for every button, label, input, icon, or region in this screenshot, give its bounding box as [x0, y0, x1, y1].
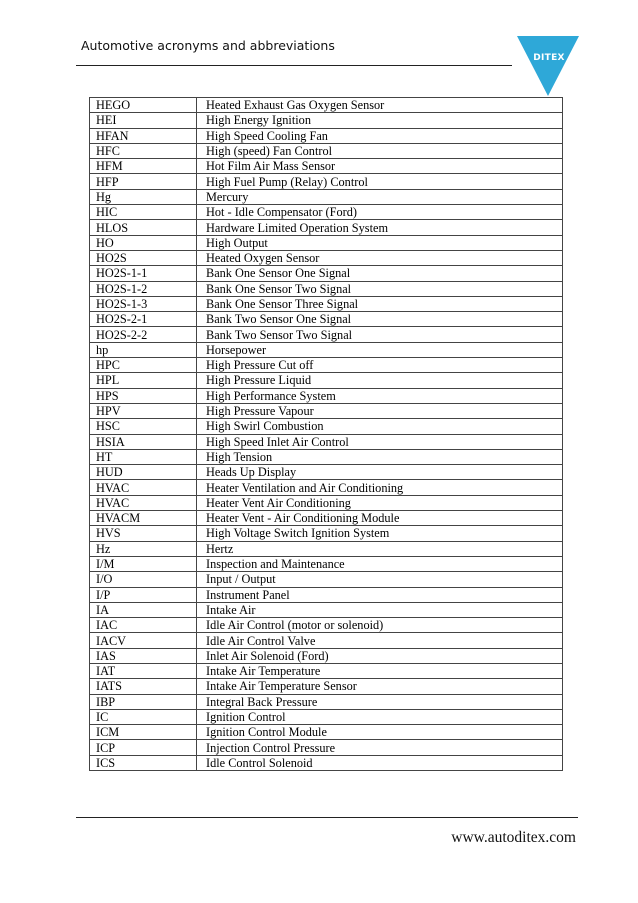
description-cell: Idle Air Control Valve — [197, 633, 563, 648]
table-row — [90, 281, 563, 296]
description-cell: Inlet Air Solenoid (Ford) — [197, 648, 563, 663]
description-cell: Hot - Idle Compensator (Ford) — [197, 205, 563, 220]
description-cell: Heater Ventilation and Air Conditioning — [197, 480, 563, 495]
acronym-cell: HO2S-1-3 — [90, 296, 197, 311]
acronym-cell: HVS — [90, 526, 197, 541]
table-row — [90, 128, 563, 143]
acronym-cell: Hz — [90, 541, 197, 556]
table-row — [90, 679, 563, 694]
description-cell: Intake Air Temperature — [197, 663, 563, 678]
table-row — [90, 174, 563, 189]
acronym-cell: HO2S-2-2 — [90, 327, 197, 342]
table-row — [90, 205, 563, 220]
description-cell: Hardware Limited Operation System — [197, 220, 563, 235]
acronym-cell: HEI — [90, 113, 197, 128]
table-row — [90, 587, 563, 602]
description-cell: High Energy Ignition — [197, 113, 563, 128]
table-row — [90, 541, 563, 556]
acronym-cell: HVACM — [90, 511, 197, 526]
table-row — [90, 388, 563, 403]
acronym-cell: hp — [90, 342, 197, 357]
acronym-cell: HSC — [90, 419, 197, 434]
description-cell: High Pressure Vapour — [197, 403, 563, 418]
acronym-cell: HVAC — [90, 480, 197, 495]
description-cell: High Tension — [197, 449, 563, 464]
acronym-cell: I/P — [90, 587, 197, 602]
acronym-cell: HEGO — [90, 98, 197, 113]
table-row — [90, 312, 563, 327]
acronym-cell: HO — [90, 235, 197, 250]
table-row — [90, 725, 563, 740]
description-cell: Heater Vent Air Conditioning — [197, 495, 563, 510]
table-row — [90, 572, 563, 587]
description-cell: Hertz — [197, 541, 563, 556]
table-row — [90, 113, 563, 128]
description-cell: Input / Output — [197, 572, 563, 587]
acronym-cell: HPS — [90, 388, 197, 403]
acronym-cell: HPC — [90, 358, 197, 373]
acronym-cell: HUD — [90, 465, 197, 480]
description-cell: High Pressure Liquid — [197, 373, 563, 388]
acronym-cell: IATS — [90, 679, 197, 694]
logo-text: DITEX — [533, 53, 565, 63]
acronym-cell: IAT — [90, 663, 197, 678]
acronym-cell: IA — [90, 602, 197, 617]
description-cell: High Speed Inlet Air Control — [197, 434, 563, 449]
table-row — [90, 220, 563, 235]
acronym-cell: IC — [90, 709, 197, 724]
table-row — [90, 403, 563, 418]
description-cell: Heater Vent - Air Conditioning Module — [197, 511, 563, 526]
description-cell: High Swirl Combustion — [197, 419, 563, 434]
table-row — [90, 709, 563, 724]
table-row — [90, 694, 563, 709]
description-cell: High Voltage Switch Ignition System — [197, 526, 563, 541]
acronym-table — [89, 97, 563, 771]
table-row — [90, 296, 563, 311]
description-cell: High Pressure Cut off — [197, 358, 563, 373]
table-row — [90, 755, 563, 770]
acronym-cell: HO2S-1-1 — [90, 266, 197, 281]
logo-triangle — [517, 36, 579, 96]
acronym-cell: ICM — [90, 725, 197, 740]
table-row — [90, 449, 563, 464]
table-row — [90, 235, 563, 250]
description-cell: Inspection and Maintenance — [197, 556, 563, 571]
table-row — [90, 266, 563, 281]
table-row — [90, 465, 563, 480]
ditex-logo-icon — [517, 36, 579, 98]
table-row — [90, 358, 563, 373]
table-row — [90, 250, 563, 265]
description-cell: Mercury — [197, 189, 563, 204]
acronym-cell: IAC — [90, 618, 197, 633]
acronym-cell: HFM — [90, 159, 197, 174]
table-row — [90, 434, 563, 449]
acronym-cell: ICP — [90, 740, 197, 755]
table-row — [90, 189, 563, 204]
acronym-cell: HVAC — [90, 495, 197, 510]
acronym-cell: HFP — [90, 174, 197, 189]
description-cell: High (speed) Fan Control — [197, 143, 563, 158]
description-cell: Ignition Control Module — [197, 725, 563, 740]
page-header-title: Automotive acronyms and abbreviations — [81, 38, 335, 53]
description-cell: Horsepower — [197, 342, 563, 357]
description-cell: Bank Two Sensor Two Signal — [197, 327, 563, 342]
description-cell: Bank One Sensor One Signal — [197, 266, 563, 281]
description-cell: Heated Oxygen Sensor — [197, 250, 563, 265]
description-cell: High Speed Cooling Fan — [197, 128, 563, 143]
header-divider — [76, 65, 512, 66]
table-row — [90, 602, 563, 617]
acronym-cell: IBP — [90, 694, 197, 709]
description-cell: Heated Exhaust Gas Oxygen Sensor — [197, 98, 563, 113]
acronym-cell: HFAN — [90, 128, 197, 143]
table-row — [90, 327, 563, 342]
acronym-cell: IACV — [90, 633, 197, 648]
description-cell: Idle Control Solenoid — [197, 755, 563, 770]
footer-divider — [76, 817, 578, 818]
footer-website-url: www.autoditex.com — [451, 829, 576, 846]
table-row — [90, 556, 563, 571]
acronym-cell: HT — [90, 449, 197, 464]
table-row — [90, 419, 563, 434]
acronym-cell: ICS — [90, 755, 197, 770]
acronym-cell: HO2S-1-2 — [90, 281, 197, 296]
table-row — [90, 480, 563, 495]
table-row — [90, 159, 563, 174]
description-cell: Instrument Panel — [197, 587, 563, 602]
acronym-cell: HPV — [90, 403, 197, 418]
description-cell: Integral Back Pressure — [197, 694, 563, 709]
acronym-cell: HO2S-2-1 — [90, 312, 197, 327]
description-cell: Bank Two Sensor One Signal — [197, 312, 563, 327]
description-cell: Intake Air Temperature Sensor — [197, 679, 563, 694]
description-cell: Idle Air Control (motor or solenoid) — [197, 618, 563, 633]
description-cell: High Output — [197, 235, 563, 250]
table-row — [90, 98, 563, 113]
acronym-table-body — [90, 98, 563, 771]
table-row — [90, 740, 563, 755]
acronym-cell: HFC — [90, 143, 197, 158]
acronym-cell: HLOS — [90, 220, 197, 235]
table-row — [90, 648, 563, 663]
table-row — [90, 143, 563, 158]
table-row — [90, 663, 563, 678]
description-cell: Heads Up Display — [197, 465, 563, 480]
description-cell: Bank One Sensor Three Signal — [197, 296, 563, 311]
acronym-cell: HPL — [90, 373, 197, 388]
acronym-cell: I/M — [90, 556, 197, 571]
table-row — [90, 495, 563, 510]
acronym-cell: HIC — [90, 205, 197, 220]
description-cell: Ignition Control — [197, 709, 563, 724]
table-row — [90, 373, 563, 388]
table-row — [90, 633, 563, 648]
description-cell: Hot Film Air Mass Sensor — [197, 159, 563, 174]
acronym-cell: HO2S — [90, 250, 197, 265]
description-cell: High Fuel Pump (Relay) Control — [197, 174, 563, 189]
table-row — [90, 618, 563, 633]
acronym-cell: HSIA — [90, 434, 197, 449]
table-row — [90, 511, 563, 526]
description-cell: Injection Control Pressure — [197, 740, 563, 755]
acronym-cell: IAS — [90, 648, 197, 663]
acronym-cell: Hg — [90, 189, 197, 204]
description-cell: High Performance System — [197, 388, 563, 403]
table-row — [90, 342, 563, 357]
description-cell: Intake Air — [197, 602, 563, 617]
acronym-cell: I/O — [90, 572, 197, 587]
table-row — [90, 526, 563, 541]
description-cell: Bank One Sensor Two Signal — [197, 281, 563, 296]
